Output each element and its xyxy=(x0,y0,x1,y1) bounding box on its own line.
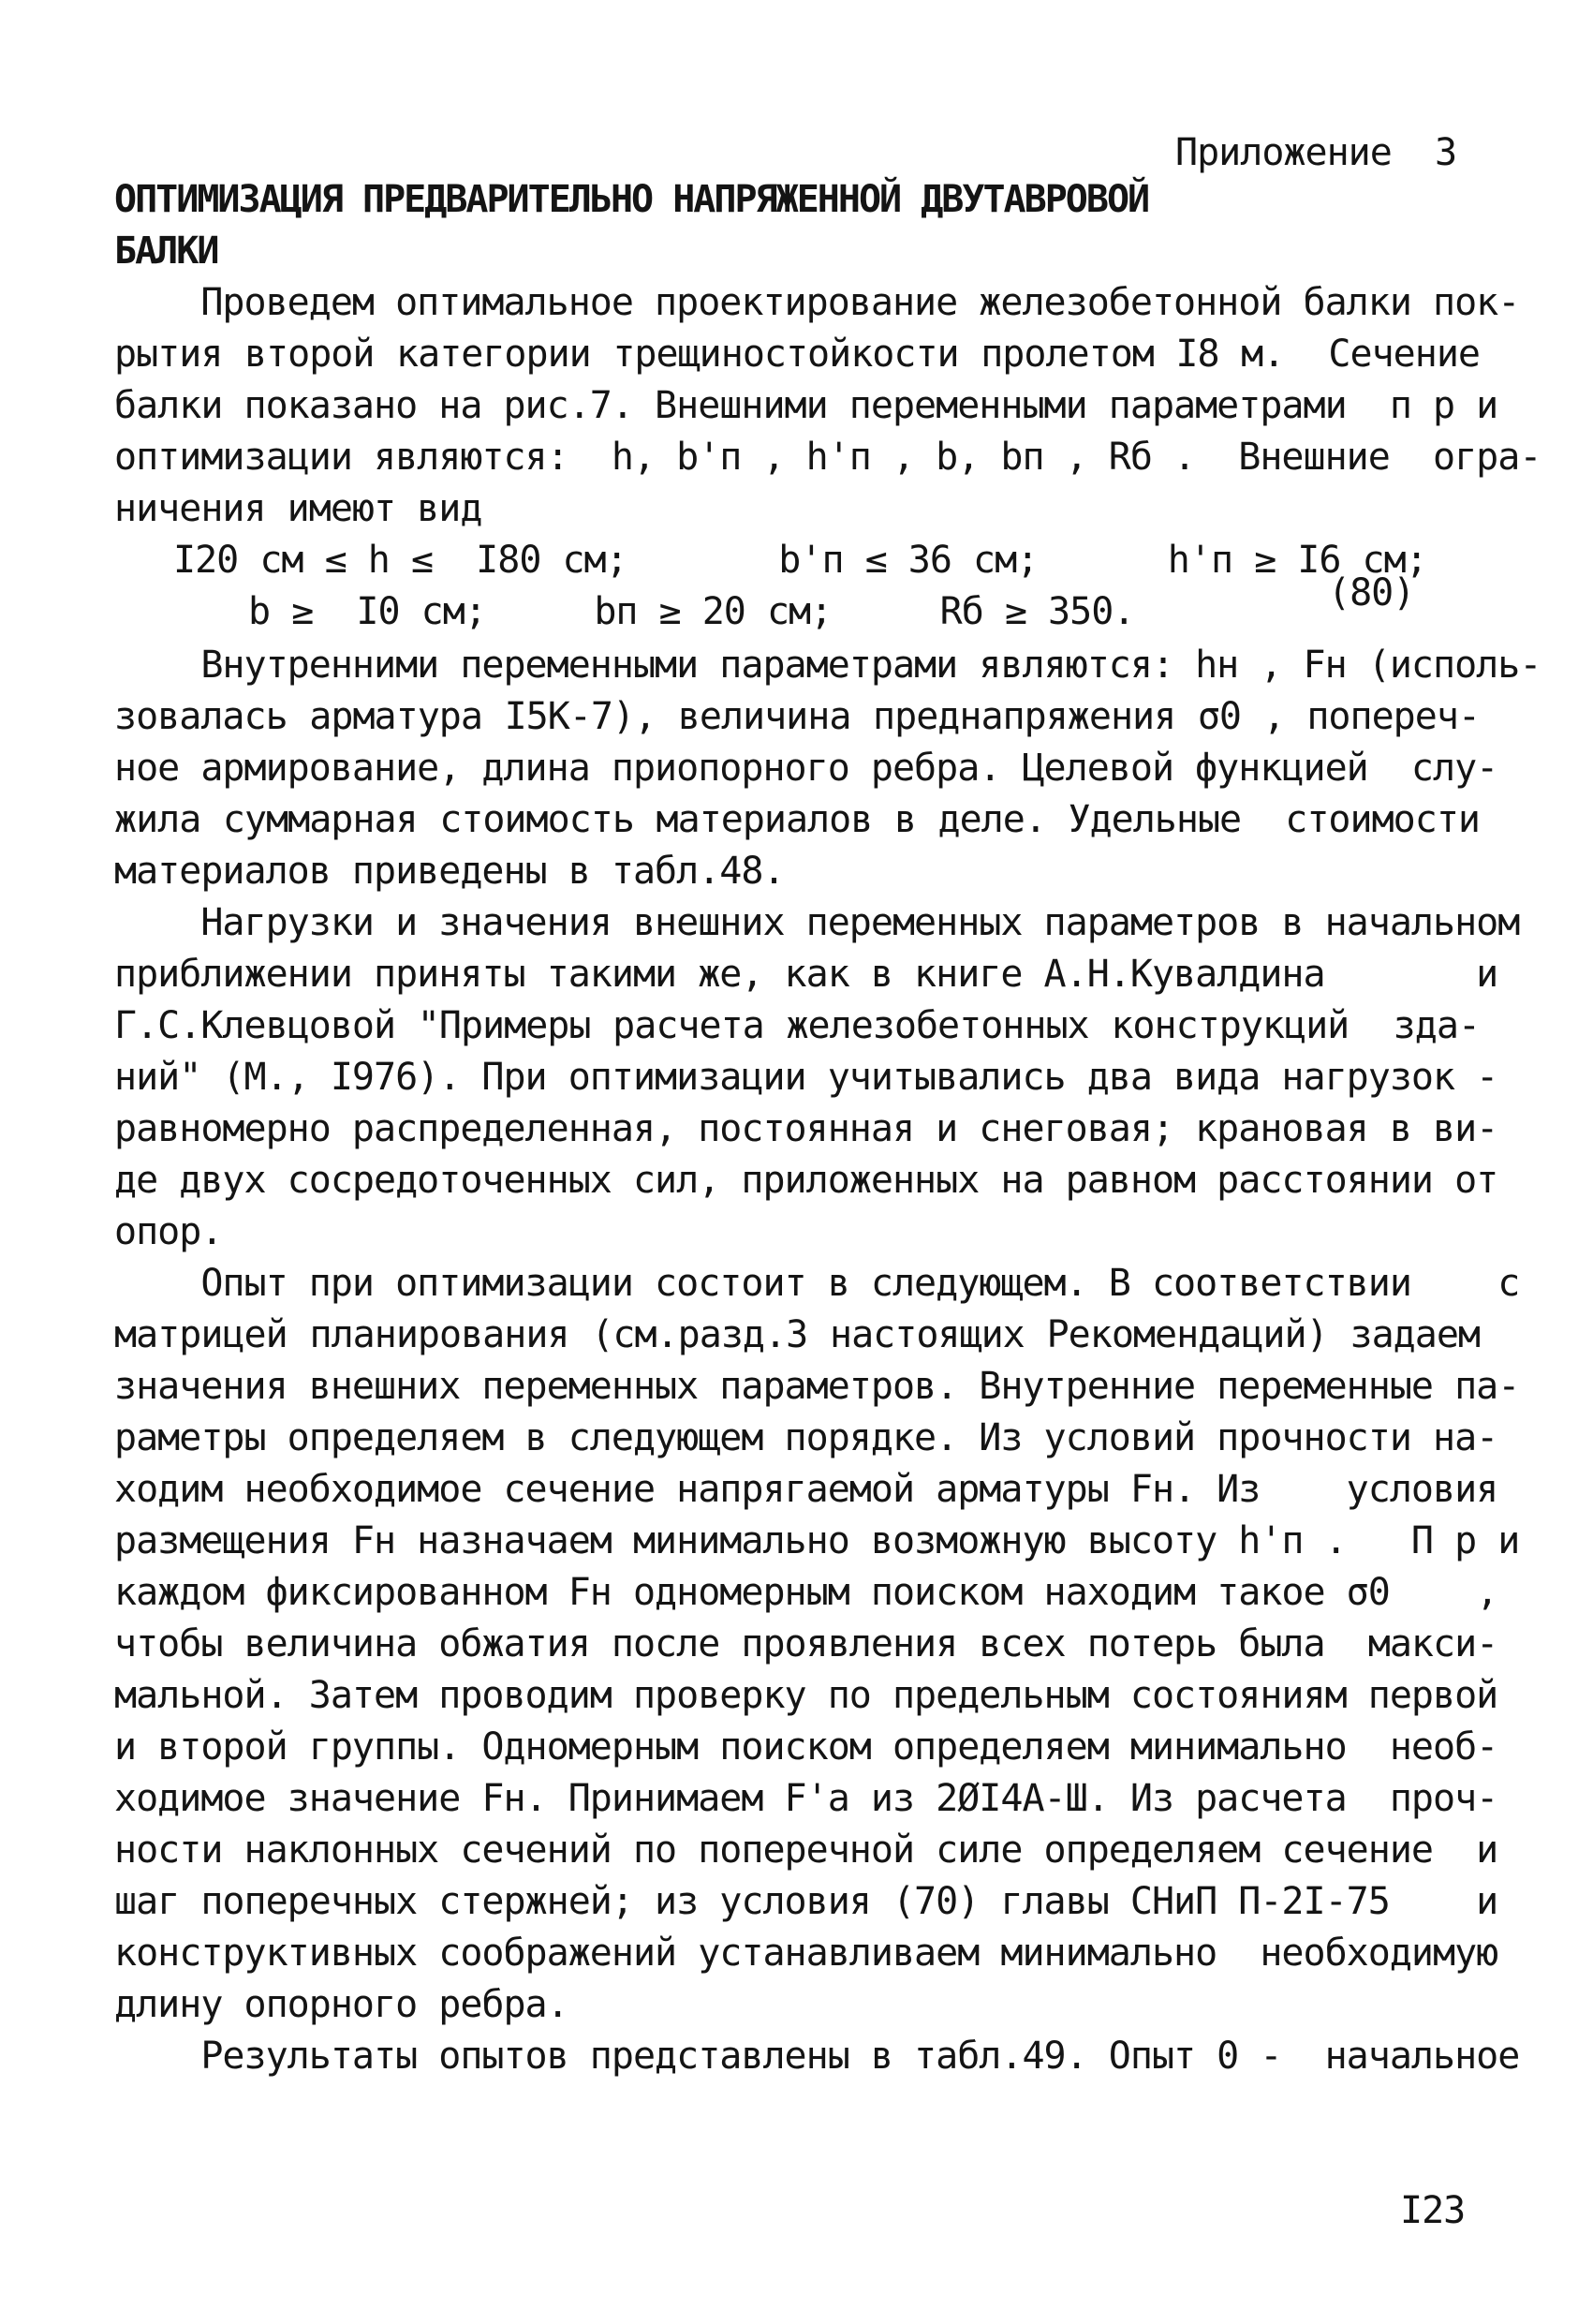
paragraph-3-line: ний" (М., I976). При оптимизации учитывались два вида нагрузок - xyxy=(114,1056,1498,1099)
paragraph-2-line: ное армирование, длина приопорного ребра. Целевой функцией слу- xyxy=(114,747,1498,790)
paragraph-4-line: мальной. Затем проводим проверку по предельным состояниям первой xyxy=(114,1674,1498,1717)
paragraph-1-line: рытия второй категории трещиностойкости пролетом I8 м. Сечение xyxy=(114,333,1480,376)
paragraph-4-line: значения внешних переменных параметров. Внутренние переменные па- xyxy=(114,1365,1520,1408)
paragraph-1-line: Проведем оптимальное проектирование железобетонной балки пок- xyxy=(114,281,1520,324)
paragraph-4-line: шаг поперечных стержней; из условия (70) главы СНиП П-2I-75 и xyxy=(114,1880,1498,1923)
paragraph-2-line: Внутренними переменными параметрами являются: hн , Fн (исполь- xyxy=(114,644,1541,687)
paragraph-4-line: матрицей планирования (см.разд.3 настоящих Рекомендаций) задаем xyxy=(114,1313,1480,1356)
paragraph-2-line: зовалась арматура I5К-7), величина преднапряжения σ0 , попереч- xyxy=(114,695,1480,738)
paragraph-3-line: Г.С.Клевцовой "Примеры расчета железобетонных конструкций зда- xyxy=(114,1004,1480,1047)
paragraph-3-line: приближении приняты такими же, как в книге А.Н.Кувалдина и xyxy=(114,953,1498,996)
page-title-line-2: БАЛКИ xyxy=(114,229,218,273)
paragraph-3-line: равномерно распределенная, постоянная и снеговая; крановая в ви- xyxy=(114,1107,1498,1150)
paragraph-2-line: материалов приведены в табл.48. xyxy=(114,850,785,893)
paragraph-4-line: размещения Fн назначаем минимально возможную высоту h'п . П р и xyxy=(114,1519,1520,1562)
paragraph-1-line: балки показано на рис.7. Внешними переменными параметрами п р и xyxy=(114,384,1498,427)
paragraph-4-line: раметры определяем в следующем порядке. Из условий прочности на- xyxy=(114,1416,1498,1459)
paragraph-2-line: жила суммарная стоимость материалов в деле. Удельные стоимости xyxy=(114,798,1480,841)
constraint-row-2: b ≥ I0 см; bп ≥ 20 см; Rб ≥ 350. xyxy=(248,590,1135,633)
paragraph-4-line: и второй группы. Одномерным поиском определяем минимально необ- xyxy=(114,1725,1498,1769)
appendix-label: Приложение 3 xyxy=(1175,131,1457,174)
paragraph-4-line: каждом фиксированном Fн одномерным поиском находим такое σ0 , xyxy=(114,1571,1498,1614)
paragraph-5-line: Результаты опытов представлены в табл.49. Опыт 0 - начальное xyxy=(114,2035,1520,2078)
paragraph-4-line: длину опорного ребра. xyxy=(114,1983,568,2026)
paragraph-4-line: Опыт при оптимизации состоит в следующем. В соответствии с xyxy=(114,1262,1520,1305)
page-title-line-1: ОПТИМИЗАЦИЯ ПРЕДВАРИТЕЛЬНО НАПРЯЖЕННОЙ ДВУТАВРОВОЙ xyxy=(114,178,1149,221)
paragraph-1-line: оптимизации являются: h, b'п , h'п , b, bп , Rб . Внешние огра- xyxy=(114,436,1541,479)
paragraph-3-line: Нагрузки и значения внешних переменных параметров в начальном xyxy=(114,901,1520,944)
paragraph-4-line: ности наклонных сечений по поперечной силе определяем сечение и xyxy=(114,1828,1498,1872)
paragraph-1-line: ничения имеют вид xyxy=(114,487,482,530)
equation-number: (80) xyxy=(1328,571,1415,614)
constraint-row-1: I20 см ≤ h ≤ I80 см; b'п ≤ 36 см; h'п ≥ I6 см; xyxy=(173,539,1427,582)
paragraph-3-line: опор. xyxy=(114,1210,223,1253)
paragraph-3-line: де двух сосредоточенных сил, приложенных на равном расстоянии от xyxy=(114,1159,1498,1202)
paragraph-4-line: ходимое значение Fн. Принимаем F'а из 2ØI4А-Ш. Из расчета проч- xyxy=(114,1777,1498,1820)
paragraph-4-line: чтобы величина обжатия после проявления всех потерь была макси- xyxy=(114,1622,1498,1665)
paragraph-4-line: ходим необходимое сечение напрягаемой арматуры Fн. Из условия xyxy=(114,1468,1498,1511)
paragraph-4-line: конструктивных соображений устанавливаем минимально необходимую xyxy=(114,1932,1498,1975)
page-number: I23 xyxy=(1400,2189,1466,2232)
